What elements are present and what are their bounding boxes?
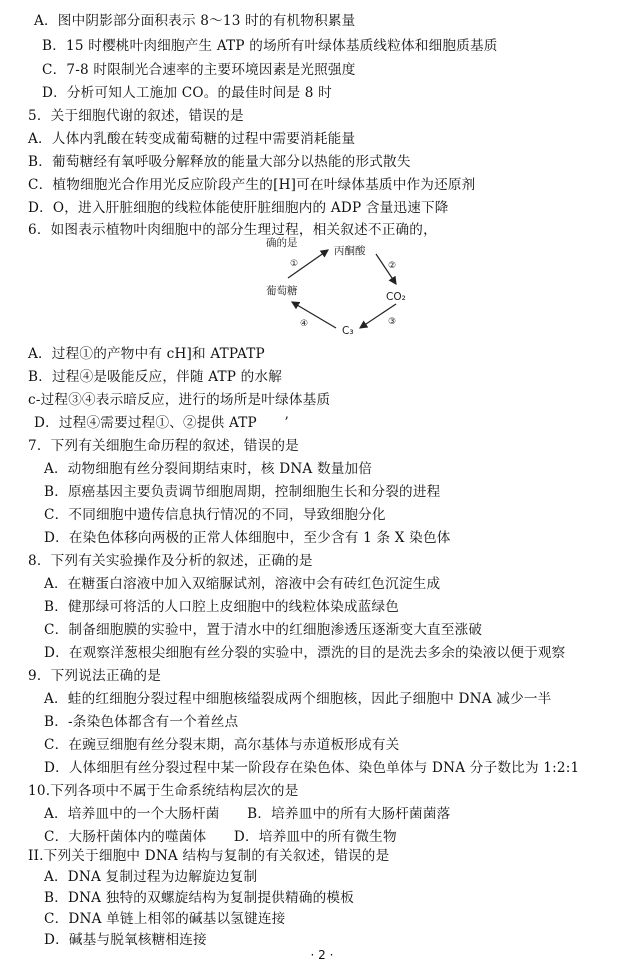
q6-option-d: D．过程④需要过程①、②提供 ATP ’ — [34, 415, 289, 431]
photosynthesis-cycle-diagram — [258, 232, 418, 344]
q5-option-c: C．植物细胞光合作用光反应阶段产生的[H]可在叶绿体基质中作为还原剂 — [28, 177, 476, 193]
q11-option-d: D．碱基与脱氧核糖相连接 — [44, 932, 207, 948]
cycle-svg — [258, 232, 418, 344]
q9-option-b: B．-条染色体都含有一个着丝点 — [44, 714, 239, 730]
q9-option-a: A．蛙的红细胞分裂过程中细胞核缢裂成两个细胞核，因此子细胞中 DNA 减少一半 — [44, 691, 552, 707]
q7-stem: 7．下列有关细胞生命历程的叙述，错误的是 — [28, 438, 299, 454]
q10-stem: 10.下列各项中不属于生命系统结构层次的是 — [28, 783, 299, 799]
q11-option-a: A．DNA 复制过程为边解旋边复制 — [44, 869, 258, 885]
q10-options-cd: C．大肠杆菌体内的噬菌体 D．培养皿中的所有微生物 — [44, 829, 397, 845]
q6-stem: 6．如图表示植物叶肉细胞中的部分生理过程，相关叙述不正确的， — [28, 222, 437, 238]
q9-option-d: D．人体细胆有丝分裂过程中某一阶段存在染色体、染色单体与 DNA 分子数比为 1:2:1 — [44, 760, 580, 776]
node-c3: C₃ — [342, 325, 354, 337]
arrow-4 — [292, 302, 336, 328]
q4-option-a: A．图中阴影部分面积表示 8～13 时的有机物积累量 — [34, 13, 356, 29]
q5-option-a: A．人体内乳酸在转变成葡萄糖的过程中需要消耗能量 — [28, 131, 356, 147]
q6-option-c: c-过程③④表示暗反应，进行的场所是叶绿体基质 — [28, 392, 331, 408]
q4-option-b: B．15 时樱桃叶肉细胞产生 ATP 的场所有叶绿体基质线粒体和细胞质基质 — [42, 38, 498, 54]
q8-stem: 8．下列有关实验操作及分析的叙述，正确的是 — [28, 553, 313, 569]
q7-option-a: A．动物细胞有丝分裂间期结束时，核 DNA 数量加倍 — [44, 461, 373, 477]
q11-option-c: C．DNA 单链上相邻的碱基以氢键连接 — [44, 911, 286, 927]
q6-option-a: A．过程①的产物中有 cH]和 ATPATP — [28, 346, 265, 362]
node-pyruvate: 丙酮酸 — [334, 245, 366, 257]
q8-option-a: A．在糖蛋白溶液中加入双缩脲试剂，溶液中会有砖红色沉淀生成 — [44, 576, 441, 592]
q8-option-d: D．在观察洋葱根尖细胞有丝分裂的实验中，漂洗的目的是洗去多余的染液以便于观察 — [44, 645, 566, 661]
q9-option-c: C．在豌豆细胞有丝分裂末期，高尔基体与赤道板形成有关 — [44, 737, 400, 753]
q11-option-b: B．DNA 独特的双螺旋结构为复制提供精确的模板 — [44, 890, 355, 906]
q4-option-c: C．7-8 时限制光合速率的主要环境因素是光照强度 — [42, 62, 356, 78]
q8-option-b: B．健那绿可将活的人口腔上皮细胞中的线粒体染成蓝绿色 — [44, 599, 400, 615]
q5-option-d: D．O，进入肝脏细胞的线粒体能使肝脏细胞内的 ADP 含量迅速下降 — [28, 200, 449, 216]
page-number: · 2 · — [310, 948, 334, 962]
q6-option-b: B．过程④是吸能反应，伴随 ATP 的水解 — [28, 369, 283, 385]
q7-option-b: B．原癌基因主要负责调节细胞周期，控制细胞生长和分裂的进程 — [44, 484, 441, 500]
q8-option-c: C．制备细胞膜的实验中，置于清水中的红细胞渗透压逐渐变大直至涨破 — [44, 622, 483, 638]
q10-options-ab: A．培养皿中的一个大肠杆菌 B．培养皿中的所有大肠杆菌菌落 — [44, 806, 451, 822]
node-co2: CO₂ — [386, 291, 406, 303]
q7-option-d: D．在染色体移向两极的正常人体细胞中，至少含有 1 条 X 染色体 — [44, 530, 451, 546]
q11-stem: II.下列关于细胞中 DNA 结构与复制的有关叙述，错误的是 — [28, 848, 390, 864]
q5-option-b: B．葡萄糖经有氧呼吸分解释放的能量大部分以热能的形式散失 — [28, 154, 411, 170]
q7-option-c: C．不同细胞中遗传信息执行情况的不同，导致细胞分化 — [44, 507, 386, 523]
q9-stem: 9．下列说法正确的是 — [28, 668, 161, 684]
diagram-corner-text: 确的是 — [266, 237, 298, 249]
step-2-label: ② — [388, 261, 397, 271]
step-1-label: ① — [290, 259, 299, 269]
node-glucose: 葡萄糖 — [266, 285, 298, 297]
step-3-label: ③ — [388, 317, 397, 327]
q4-option-d: D．分析可知人工施加 CO。的最佳时间是 8 时 — [42, 85, 332, 101]
step-4-label: ④ — [300, 319, 309, 329]
q5-stem: 5．关于细胞代谢的叙述，错误的是 — [28, 108, 244, 124]
